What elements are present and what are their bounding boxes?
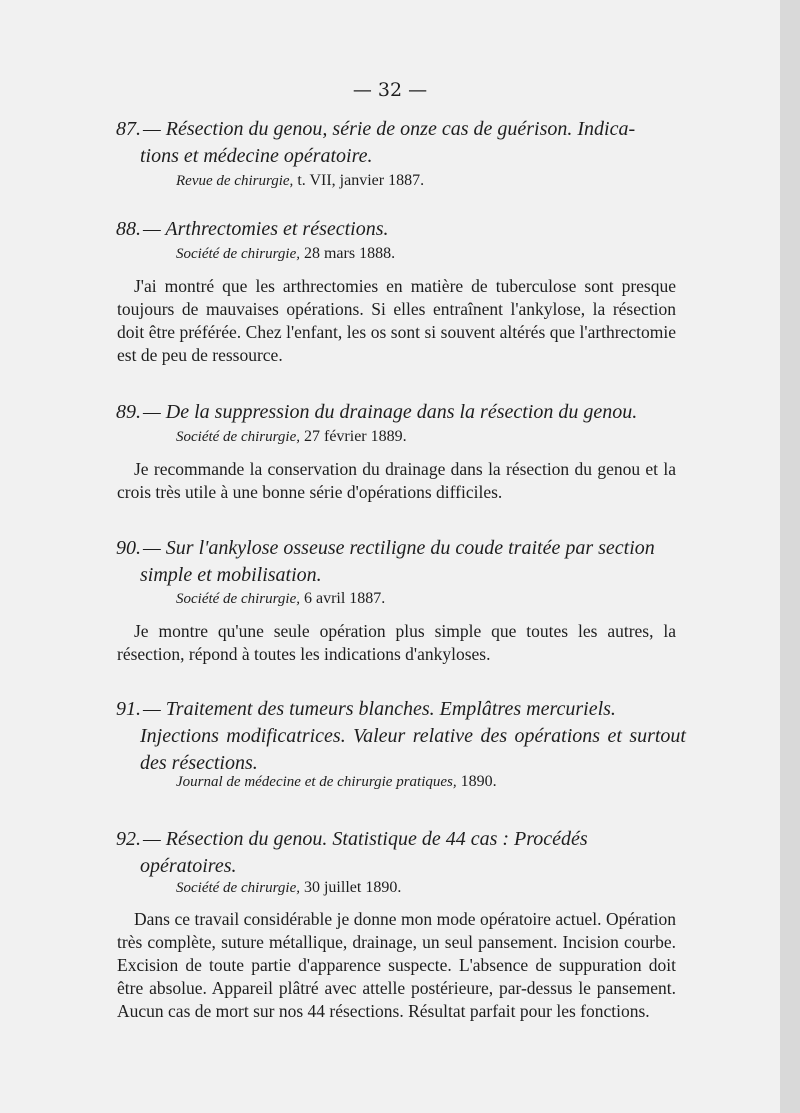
source-venue: Journal de médecine et de chirurgie pratiques, (176, 774, 457, 790)
entry-title-line: — Résection du genou, série de onze cas de guérison. Indica- (143, 118, 636, 140)
entry-88-source (176, 244, 676, 264)
entry-title-line: tions et médecine opératoire. (140, 145, 373, 167)
entry-88-title (116, 216, 686, 243)
entry-title-line: — Résection du genou. Statistique de 44 cas : Procédés (143, 828, 588, 850)
entry-88-body: J'ai montré que les arthrectomies en matière de tuberculose sont presque toujours de mauvaises opérations. Si elles entraînent l'ankylose, la résection doit être préférée. Chez l'enfant, les os sont si souvent altérés que l'arthrectomie est de peu de ressource. (117, 276, 676, 365)
entry-title-line: simple et mobilisation. (140, 564, 322, 586)
source-venue: Société de chirurgie, (176, 591, 300, 607)
entry-title-line: — Arthrectomies et résections. (143, 218, 389, 240)
entry-number: 92. (116, 828, 141, 850)
entry-title-line: — Traitement des tumeurs blanches. Emplâtres mercuriels. (143, 698, 616, 720)
entry-number: 90. (116, 537, 141, 559)
entry-92-body: Dans ce travail considérable je donne mon mode opératoire actuel. Opération très complète, suture métallique, drainage, un seul pansement. Incision courbe. Excision de toute partie d'apparence suspecte. L'absence de suppuration doit être absolue. Appareil plâtré avec attelle postérieure, par-dessus le pansement. Aucun cas de mort sur nos 44 résections. Résultat parfait pour les fonctions. (117, 909, 676, 1021)
entry-89-body: Je recommande la conservation du drainage dans la résection du genou et la crois très utile à une bonne série d'opérations difficiles. (117, 459, 676, 502)
source-venue: Société de chirurgie, (176, 429, 300, 445)
entry-92-title (116, 826, 686, 880)
entry-89-title (116, 399, 686, 426)
source-date: 30 juillet 1890. (303, 879, 402, 896)
entry-87-title (116, 116, 686, 170)
source-date: 27 février 1889. (303, 428, 407, 445)
entry-90-body: Je montre qu'une seule opération plus simple que toutes les autres, la résection, répond à toutes les indications d'ankyloses. (117, 621, 676, 664)
entry-number: 89. (116, 401, 141, 423)
entry-91-title (116, 696, 686, 777)
source-venue: Société de chirurgie, (176, 246, 300, 262)
entry-number: 87. (116, 118, 141, 140)
entry-90-title (116, 535, 686, 589)
source-venue: Société de chirurgie, (176, 880, 300, 896)
source-date: t. VII, janvier 1887. (297, 172, 425, 189)
entry-title-line: — De la suppression du drainage dans la résection du genou. (143, 401, 638, 423)
source-date: 6 avril 1887. (303, 590, 386, 607)
entry-92-source (176, 878, 676, 898)
entry-number: 88. (116, 218, 141, 240)
entry-title-line: — Sur l'ankylose osseuse rectiligne du coude traitée par section (143, 537, 655, 559)
page-number: — 32 — (352, 79, 428, 101)
entry-title-line: opératoires. (140, 855, 237, 877)
source-date: 28 mars 1888. (303, 245, 396, 262)
entry-91-source (176, 772, 676, 792)
entry-87-source (176, 171, 676, 191)
entry-title-line: Injections modificatrices. Valeur relative des opérations et surtout des résections. (140, 725, 686, 774)
entry-number: 91. (116, 698, 141, 720)
source-date: 1890. (460, 773, 497, 790)
entry-89-source (176, 427, 676, 447)
entry-90-source (176, 589, 676, 609)
source-venue: Revue de chirurgie, (176, 173, 294, 189)
